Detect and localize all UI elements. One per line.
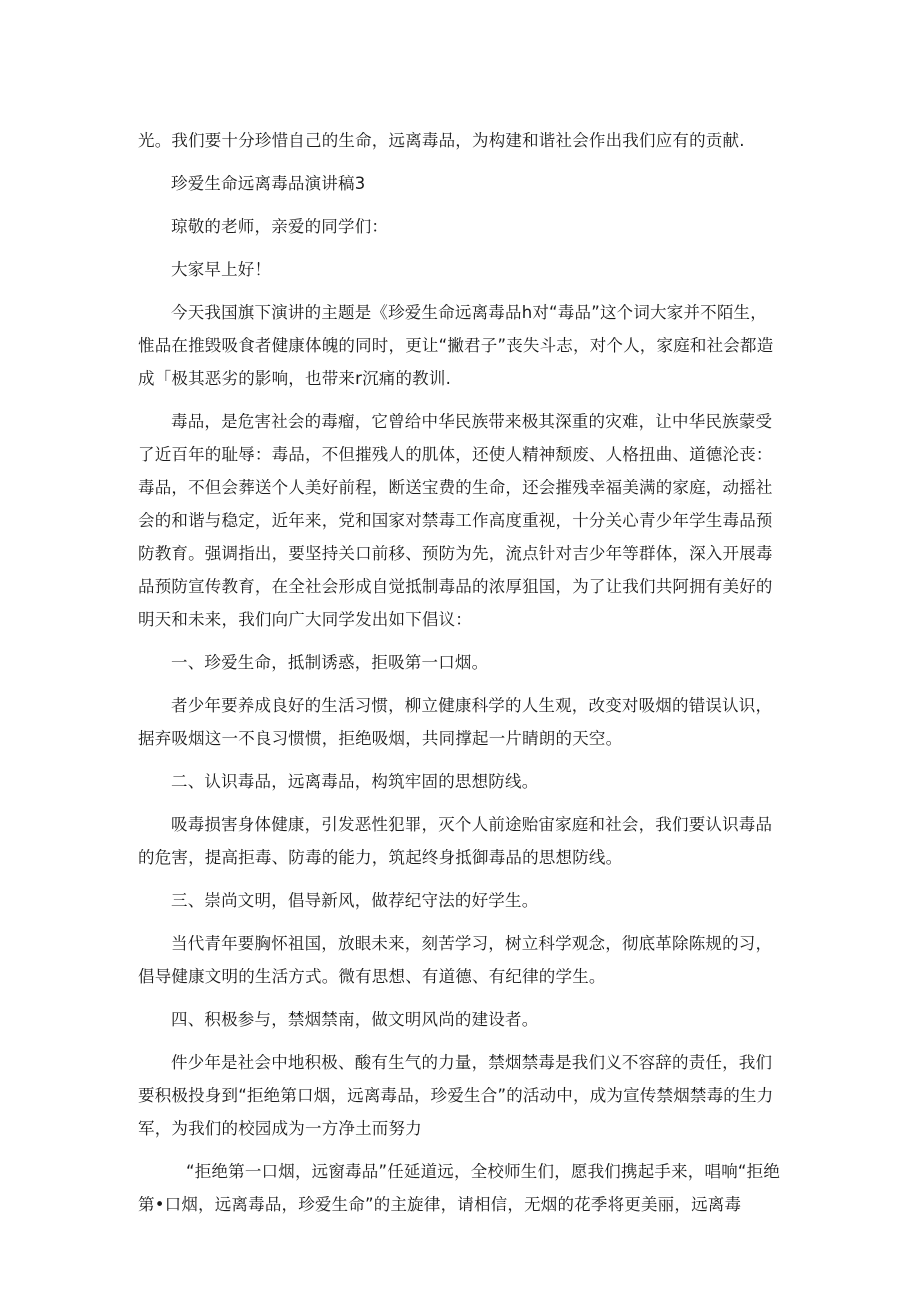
- proposal-body-2: 吸毒损害身体健康，引发恶性犯罪，灭个人前途贻宙家庭和社会，我们要认识毒品的危害，提高拒毒、防毒的能力，筑起终身抵御毒品的思想防线。: [138, 815, 773, 867]
- proposal-body-1: 者少年要养成良好的生活习惯，柳立健康科学的人生观，改变对吸烟的错误认识，据弃吸烟这一不良习惯惯，拒绝吸烟，共同撑起一片睛朗的天空。: [138, 696, 773, 748]
- paragraph-intro: 今天我国旗下演讲的主题是《珍爱生命远离毒品h对“毒品”这个词大家并不陌生，惟品在推毁吸食者健康体魄的同时，更让“撇君子”丧失斗志，对个人，家庭和社会都造成「极其恶劣的影响，也带来r沉痛的教训.: [138, 303, 774, 388]
- speech-title: 珍爱生命远离毒品演讲稿3: [171, 174, 366, 193]
- proposal-heading-4: 四、积极参与，禁烟禁南，做文明风尚的建设者。: [171, 1010, 539, 1029]
- greeting: 大家早上好！: [171, 260, 272, 279]
- paragraph-closing-line: 光。我们要十分珍惜自己的生命，远离毒品，为构建和谐社会作出我们应有的贡献.: [138, 131, 745, 150]
- proposal-body-3: 当代青年要胸怀祖国，放眼未来，刻苦学习，树立科学观念，彻底革除陈规的习，倡导健康文明的生活方式。微有思想、有道德、有纪律的学生。: [138, 934, 773, 986]
- paragraph-drug-harm: 毒品，是危害社会的毒瘤，它曾给中华民族带来极其深重的灾难，让中华民族蒙受了近百年的耻辱：毒品，不但摧残人的肌体，还使人精神颓废、人格扭曲、道德沦丧：毒品，不但会葬送个人美好前程，断送宝费的生命，还会摧残幸福美满的家庭，动摇社会的和谐与稳定，近年来，党和国家对禁毒工作高度重视，十分关心青少年学生毒品预防教育。强调指出，要坚持关口前移、预防为先，流点针对吉少年等群体，深入开展毒品预防宣传教育，在全社会形成自觉抵制毒品的浓厚狙国，为了让我们共阿拥有美好的明天和未来，我们向广大同学发出如下倡议：: [138, 412, 773, 629]
- proposal-body-4: 件少年是社会中地积极、酸有生气的力量，禁烟禁毒是我们义不容辞的责任，我们要积极投身到“拒绝第口烟，远离毒品，珍爱生合”的活动中，成为宣传禁烟禁毒的生力军，为我们的校园成为一方净土而努力: [138, 1053, 774, 1138]
- proposal-heading-1: 一、珍爱生命，抵制诱惑，拒吸第一口烟。: [171, 653, 489, 672]
- speech-text-body: [138, 124, 783, 1231]
- proposal-heading-3: 三、崇尚文明，倡导新风，做荐纪守法的好学生。: [171, 891, 539, 910]
- salutation: 琼敬的老师，亲爱的同学们：: [171, 217, 389, 236]
- proposal-heading-2: 二、认识毒品，远离毒品，构筑牢固的思想防线。: [171, 772, 539, 791]
- paragraph-conclusion: “拒绝第一口烟，远窗毒品”任延道远，全校师生们，愿我们携起手来，唱响“拒绝第•口烟，远离毒品，珍爱生命”的主旋律，请相信，无烟的花季将更美丽，远离毒: [138, 1162, 781, 1214]
